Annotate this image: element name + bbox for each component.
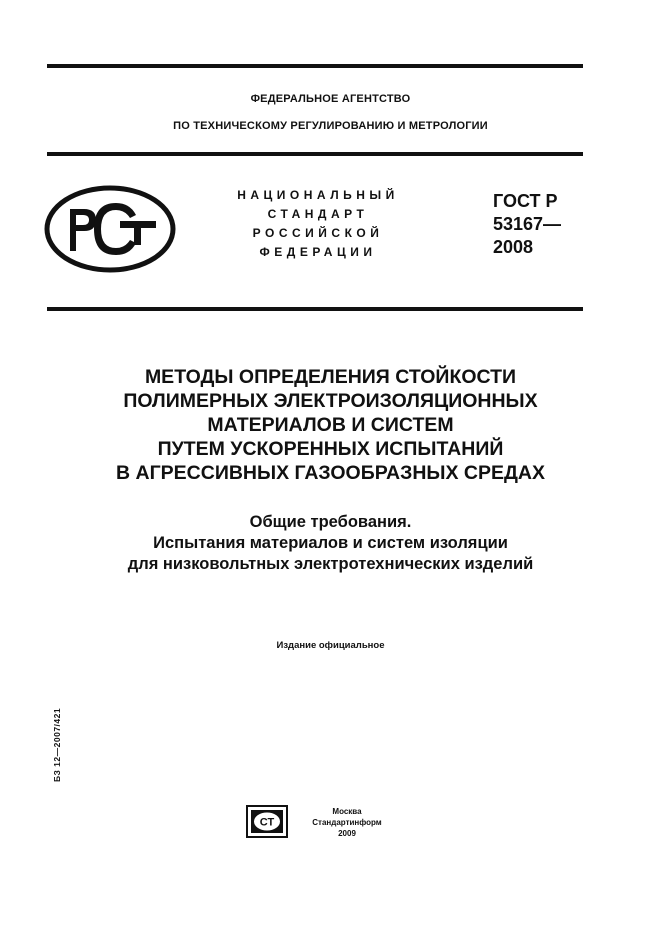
- title-line: В АГРЕССИВНЫХ ГАЗООБРАЗНЫХ СРЕДАХ: [116, 462, 545, 484]
- standard-type-line: СТАНДАРТ: [267, 207, 369, 221]
- title-line: ПУТЕМ УСКОРЕННЫХ ИСПЫТАНИЙ: [157, 438, 504, 460]
- publisher-city: Москва: [332, 807, 362, 816]
- top-rule: [47, 64, 583, 68]
- standard-type-line: НАЦИОНАЛЬНЫЙ: [237, 188, 399, 202]
- agency-line-2: ПО ТЕХНИЧЕСКОМУ РЕГУЛИРОВАНИЮ И МЕТРОЛОГИИ: [173, 120, 488, 132]
- designation: [493, 190, 561, 259]
- subtitle-line: Испытания материалов и систем изоляции: [153, 534, 508, 552]
- standard-type-line: РОССИЙСКОЙ: [252, 226, 384, 240]
- standartinform-logo-icon: [246, 805, 288, 838]
- agency-line-1: ФЕДЕРАЛЬНОЕ АГЕНТСТВО: [250, 93, 411, 105]
- title-line: МАТЕРИАЛОВ И СИСТЕМ: [207, 414, 454, 436]
- document-title: [0, 365, 661, 485]
- rst-logo-icon: [44, 185, 176, 273]
- standard-type-line: ФЕДЕРАЦИИ: [259, 245, 377, 259]
- section-rule: [47, 307, 583, 311]
- side-code: БЗ 12—2007/421: [52, 707, 62, 782]
- title-line: МЕТОДЫ ОПРЕДЕЛЕНИЯ СТОЙКОСТИ: [144, 366, 517, 388]
- document-subtitle: [0, 512, 661, 575]
- standard-type: [218, 186, 418, 262]
- subtitle-line: Общие требования.: [249, 513, 412, 531]
- designation-line-1: ГОСТ Р: [493, 191, 558, 211]
- header-rule: [47, 152, 583, 156]
- publisher-name: Стандартинформ: [312, 818, 382, 827]
- edition-label: Издание официальное: [276, 640, 385, 651]
- title-line: ПОЛИМЕРНЫХ ЭЛЕКТРОИЗОЛЯЦИОННЫХ: [123, 390, 538, 412]
- subtitle-line: для низковольтных электротехнических изделий: [127, 555, 534, 573]
- publisher-year: 2009: [338, 829, 356, 838]
- publisher-logo-letters: СТ: [259, 816, 275, 829]
- designation-line-3: 2008: [493, 237, 534, 257]
- designation-line-2: 53167—: [493, 214, 562, 234]
- publisher-info: [292, 806, 402, 839]
